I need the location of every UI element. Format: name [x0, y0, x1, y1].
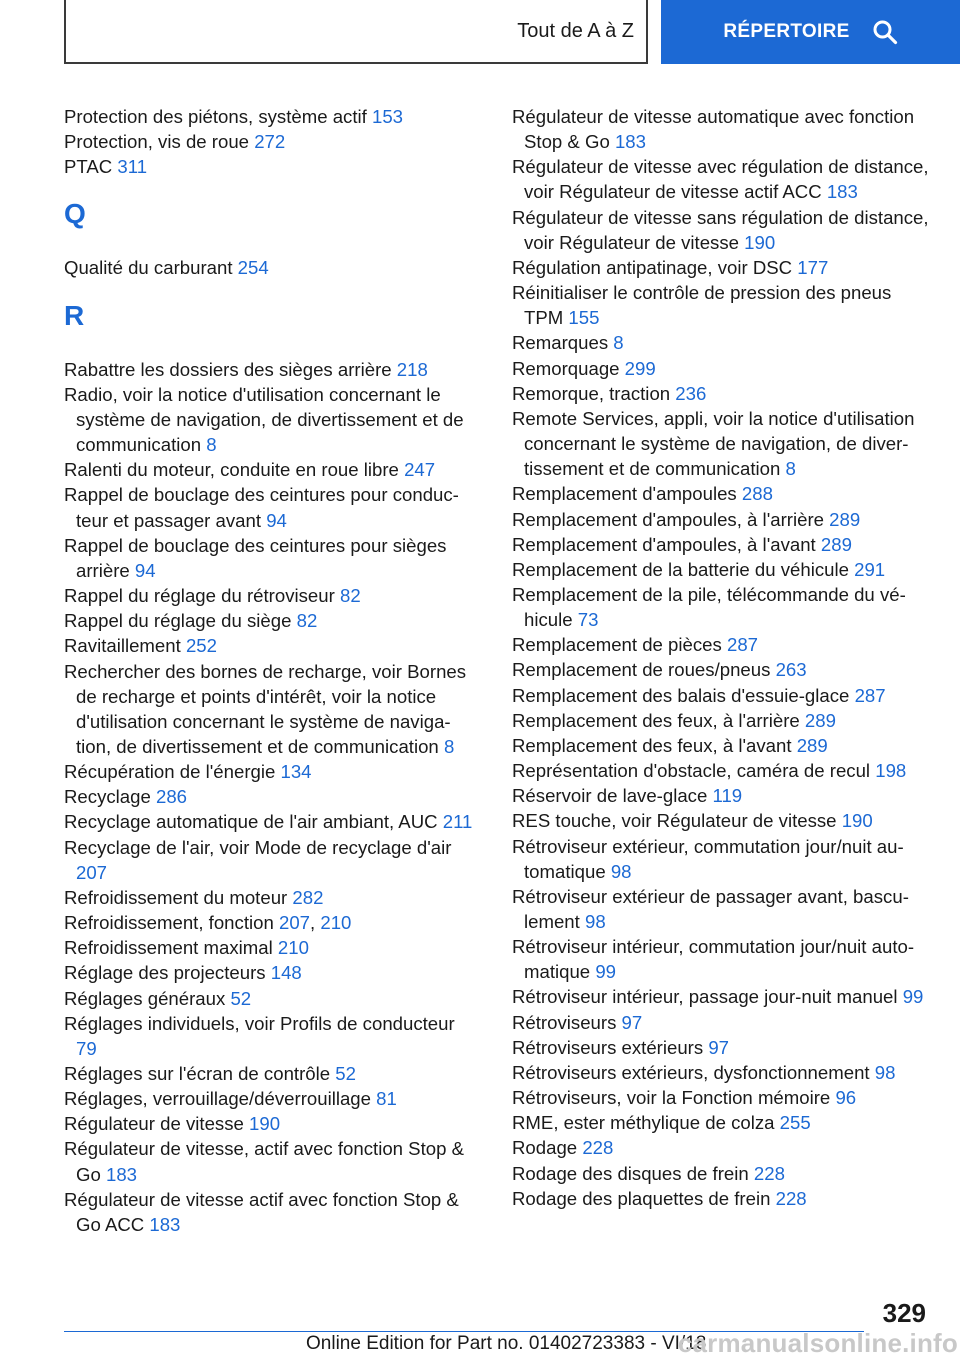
index-entry [64, 1111, 479, 1136]
index-entry [64, 960, 479, 985]
index-entry-text: Remplacement de pièces [512, 634, 722, 656]
index-entry-text: Régulateur de vitesse actif avec fonction Stop & Go ACC [64, 1188, 459, 1235]
index-entry-text: Régulateur de vitesse sans régulation de distance, voir Régulateur de vitesse [512, 206, 929, 253]
watermark-logo: carmanualsonline.info [677, 1328, 958, 1358]
index-entry [512, 481, 932, 506]
page-reference-link[interactable]: 210 [320, 912, 352, 934]
page-reference-link[interactable]: 148 [270, 962, 302, 984]
page-reference-link[interactable]: 228 [775, 1187, 807, 1209]
index-entry-text: Rétroviseurs extérieurs [512, 1036, 704, 1058]
index-entry [512, 255, 932, 280]
page-reference-link[interactable]: 289 [820, 533, 852, 555]
index-entry [64, 482, 479, 532]
page-reference-link[interactable]: 183 [149, 1213, 181, 1235]
index-entry [512, 1035, 932, 1060]
page-reference-link[interactable]: 94 [134, 559, 156, 581]
index-entry-text: Ralenti du moteur, conduite en roue libre [64, 459, 399, 481]
page-reference-link[interactable]: 218 [396, 358, 428, 380]
page-reference-link[interactable]: 299 [624, 357, 656, 379]
index-entry [512, 834, 932, 884]
page-reference-link[interactable]: 210 [277, 937, 309, 959]
index-entry-text: Radio, voir la notice d'utilisation concernant le système de navigation, de divertissement et de communication [64, 383, 464, 456]
index-entry [64, 986, 479, 1011]
index-entry-text: Protection, vis de roue [64, 131, 250, 153]
index-entry-text: Rappel du réglage du siège [64, 610, 292, 632]
index-entry [512, 154, 932, 204]
page-reference-link[interactable]: 287 [854, 684, 886, 706]
page-reference-link[interactable]: 263 [775, 659, 807, 681]
page-reference-link[interactable]: 183 [826, 181, 858, 203]
index-entry [64, 784, 479, 809]
index-entry [64, 255, 479, 280]
index-entry [512, 683, 932, 708]
page-reference-link[interactable]: 177 [797, 256, 829, 278]
index-entry [512, 1085, 932, 1110]
index-letter-heading: Q [64, 198, 86, 230]
index-entry [64, 1136, 479, 1186]
page-reference-link[interactable]: 52 [335, 1063, 356, 1084]
index-entry-text: Remorquage [512, 357, 620, 379]
index-entry-text: Rodage des plaquettes de frein [512, 1187, 771, 1209]
page-reference-link[interactable]: 94 [266, 509, 287, 531]
page-reference-link[interactable]: 52 [230, 987, 252, 1009]
page-reference-link[interactable]: 236 [675, 382, 707, 404]
index-entry [512, 733, 932, 758]
index-entry-text: Réservoir de lave-glace [512, 785, 708, 807]
index-entry-text: Régulateur de vitesse, actif avec fonction Stop & Go [64, 1138, 464, 1185]
index-entry-text: Régulateur de vitesse [64, 1113, 244, 1135]
index-entry-text: Recyclage de l'air, voir Mode de recyclage d'air [64, 836, 452, 858]
index-entry [512, 758, 932, 783]
page-reference-link[interactable]: 272 [254, 131, 286, 153]
page-reference-link[interactable]: 79 [76, 1037, 97, 1059]
index-entry-text: RES touche, voir Régulateur de vitesse [512, 810, 837, 832]
index-entry [512, 1110, 932, 1135]
index-letter-heading: R [64, 299, 85, 331]
index-entry-text: Rodage des disques de frein [512, 1162, 749, 1184]
index-entry-text: Rappel de bouclage des ceintures pour sièges arrière [64, 534, 447, 581]
page-reference-link[interactable]: 289 [829, 508, 861, 530]
page-reference-link[interactable]: 73 [577, 609, 599, 631]
page-reference-link[interactable]: 183 [614, 131, 646, 153]
page-reference-link[interactable]: 99 [902, 986, 924, 1008]
index-entry [512, 632, 932, 657]
index-entry [512, 532, 932, 557]
page-reference-link[interactable]: 134 [280, 761, 312, 783]
page-reference-link[interactable]: 247 [404, 459, 436, 481]
page-reference-link[interactable]: 289 [804, 709, 836, 731]
page-reference-link[interactable]: 153 [371, 106, 404, 127]
index-entry-text: Recyclage [64, 786, 151, 808]
page-reference-link[interactable]: 8 [206, 434, 217, 456]
index-entry-text: Réglage des projecteurs [64, 962, 266, 984]
index-entry [512, 934, 932, 984]
index-entry [64, 633, 479, 658]
index-entry-text: Remplacement des balais d'essuie-glace [512, 684, 850, 706]
index-entry [64, 154, 479, 179]
index-entry-text: Rechercher des bornes de recharge, voir Bornes de recharge et points d'intérêt, voir la notice d'utilisation concernant le système de navigation, de divertissement et de communication [64, 660, 467, 757]
index-entry [64, 1187, 479, 1237]
index-entry [512, 884, 932, 934]
index-entry [64, 659, 479, 760]
page-reference-link[interactable]: 198 [875, 760, 907, 782]
index-entry [512, 205, 932, 255]
page-reference-link[interactable]: 311 [117, 156, 148, 178]
index-entry-text: Recyclage automatique de l'air ambiant, AUC [64, 811, 438, 833]
directory-tab-label: RÉPERTOIRE [723, 21, 850, 42]
index-entry-text: RME, ester méthylique de colza [512, 1112, 775, 1134]
page-reference-link[interactable]: 287 [726, 634, 759, 656]
index-entry [512, 708, 932, 733]
index-entry [64, 608, 479, 633]
index-tab[interactable] [64, 0, 648, 64]
index-entry-text: Rétroviseurs [512, 1011, 617, 1033]
index-column-right [512, 104, 932, 1211]
directory-tab[interactable] [661, 0, 960, 64]
index-entry-text: Refroidissement, fonction [64, 912, 274, 934]
page-reference-link[interactable]: 190 [841, 810, 873, 832]
page-reference-link[interactable]: 96 [835, 1087, 857, 1109]
index-entry-text: Rodage [512, 1137, 578, 1159]
index-entry-text: Qualité du carburant [64, 257, 233, 279]
index-entry-text: Réglages individuels, voir Profils de conducteur [64, 1012, 455, 1034]
index-entry-text: Rétroviseur intérieur, passage jour-nuit manuel [512, 986, 898, 1008]
index-entry-text: Rétroviseurs extérieurs, dysfonctionnement [512, 1061, 870, 1083]
index-entry-text: Remplacement d'ampoules, à l'arrière [512, 508, 824, 530]
page-reference-link[interactable]: 286 [156, 786, 188, 808]
index-entry-text: Réinitialiser le contrôle de pression des pneus TPM [512, 282, 892, 329]
index-entry [64, 835, 479, 885]
search-icon[interactable] [872, 19, 898, 45]
index-entry-text: Refroidissement du moteur [64, 886, 288, 908]
page-reference-link[interactable]: 288 [741, 483, 773, 505]
index-entry-text: Rétroviseur intérieur, commutation jour/nuit automatique [512, 936, 915, 983]
page-reference-link[interactable]: 228 [582, 1137, 614, 1159]
index-entry [512, 657, 932, 682]
index-entry-text: Rétroviseurs, voir la Fonction mémoire [512, 1087, 831, 1109]
page-reference-link[interactable]: 8 [785, 458, 796, 480]
index-entry-text: Représentation d'obstacle, caméra de recul [512, 760, 871, 782]
index-entry-text: Remplacement de la pile, télécommande du véhicule [512, 583, 906, 631]
index-entry-text: Réglages sur l'écran de contrôle [64, 1063, 331, 1084]
index-entry-text: Remplacement des feux, à l'arrière [512, 709, 800, 731]
index-entry-text: Régulateur de vitesse automatique avec fonction Stop & Go [512, 106, 915, 153]
index-entry-text: PTAC [64, 156, 113, 178]
index-entry [64, 533, 479, 583]
index-entry [512, 1161, 932, 1186]
index-entry-text: Remplacement d'ampoules, à l'avant [512, 533, 816, 555]
page-reference-link[interactable]: 190 [744, 231, 776, 253]
page-number: 329 [882, 1298, 926, 1328]
index-entry [512, 582, 932, 632]
index-entry-text: Réglages, verrouillage/déverrouillage [64, 1088, 371, 1110]
index-entry [64, 1011, 479, 1061]
page-reference-link[interactable]: 82 [296, 610, 318, 632]
page-reference-link[interactable]: 8 [443, 735, 455, 757]
edition-footer: Online Edition for Part no. 01402723383 - VI/18 [306, 1333, 707, 1354]
index-entry-text: Rabattre les dossiers des sièges arrière [64, 358, 392, 380]
page-reference-link[interactable]: 98 [584, 911, 606, 932]
index-entry-text: Rappel du réglage du rétroviseur [64, 585, 335, 607]
index-entry-text: Remplacement des feux, à l'avant [512, 734, 792, 756]
page-reference-link[interactable]: 207 [76, 861, 108, 883]
index-entry-text: Remplacement d'ampoules [512, 483, 737, 505]
index-tab-label: Tout de A à Z [517, 19, 634, 42]
index-entry [64, 935, 479, 960]
index-entry [512, 104, 932, 154]
index-entry [512, 557, 932, 582]
index-entry [64, 759, 479, 784]
index-entry [512, 1010, 932, 1035]
index-entry [64, 382, 479, 457]
index-entry-text: Ravitaillement [64, 635, 181, 657]
index-entry-text: Récupération de l'énergie [64, 761, 276, 783]
index-entry-text: Refroidissement maximal [64, 937, 273, 959]
page-reference-link[interactable]: 8 [613, 332, 624, 354]
index-entry [512, 783, 932, 808]
page-reference-link[interactable]: 97 [621, 1011, 643, 1033]
index-entry [64, 1061, 479, 1086]
page-reference-link[interactable]: 82 [339, 585, 361, 607]
page-reference-link[interactable]: 119 [712, 785, 743, 807]
index-entry [512, 356, 932, 381]
index-entry-text: Régulation antipatinage, voir DSC [512, 256, 793, 278]
index-entry-text: Régulateur de vitesse avec régulation de distance, voir Régulateur de vitesse actif ACC [512, 156, 929, 203]
page-reference-link[interactable]: 99 [595, 961, 617, 983]
index-entry [64, 357, 479, 382]
index-entry [512, 984, 932, 1009]
index-entry [512, 330, 932, 355]
index-entry [64, 885, 479, 910]
page-reference-link[interactable]: 97 [708, 1036, 730, 1058]
index-entry [64, 104, 479, 129]
page-reference-link[interactable]: 255 [779, 1112, 811, 1134]
index-entry [512, 1060, 932, 1085]
index-entry-text: Rétroviseur extérieur, commutation jour/nuit automatique [512, 835, 904, 882]
index-entry-text: Remote Services, appli, voir la notice d'utilisation concernant le système de navigation, de divertissement et de communication [512, 407, 915, 480]
page-reference-link[interactable]: 81 [376, 1088, 397, 1110]
index-column-left [64, 104, 479, 1237]
index-entry [64, 129, 479, 154]
page-reference-link[interactable]: 183 [105, 1163, 138, 1185]
index-entry [64, 1086, 479, 1111]
index-entry [512, 1186, 932, 1211]
index-entry [64, 809, 479, 834]
page-reference-link[interactable]: 190 [249, 1113, 281, 1135]
index-entry [512, 1135, 932, 1160]
index-entry-text: Remplacement de la batterie du véhicule [512, 558, 849, 580]
page-reference-link[interactable]: 254 [237, 257, 269, 279]
index-entry: Refroidissement, fonction 207, 210 [64, 912, 352, 934]
index-entry-text: Rappel de bouclage des ceintures pour conducteur et passager avant [64, 484, 459, 531]
index-entry [64, 583, 479, 608]
index-entry [512, 808, 932, 833]
index-entry-text: Réglages généraux [64, 987, 226, 1009]
index-entry-text: Remarques [512, 332, 609, 354]
page-reference-link[interactable]: 228 [753, 1162, 785, 1184]
page-reference-link[interactable]: 98 [874, 1061, 896, 1083]
index-entry [512, 280, 932, 330]
index-entry [512, 381, 932, 406]
page-reference-link[interactable]: 207 [278, 912, 311, 934]
index-entry [512, 507, 932, 532]
page-reference-link[interactable]: 155 [568, 307, 600, 329]
page-reference-link[interactable]: 291 [854, 558, 886, 580]
index-entry [512, 406, 932, 481]
index-entry-text: Remplacement de roues/pneus [512, 659, 771, 681]
page-reference-link[interactable]: 98 [610, 860, 632, 882]
index-entry-text: Rétroviseur extérieur de passager avant, basculement [512, 885, 909, 932]
index-entry-text: Remorque, traction [512, 382, 671, 404]
page-reference-link[interactable]: 289 [796, 734, 828, 756]
page-reference-link[interactable]: 211 [442, 811, 473, 833]
page-reference-link[interactable]: 252 [185, 635, 217, 657]
page-reference-link[interactable]: 282 [292, 886, 324, 908]
index-entry-text: Protection des piétons, système actif [64, 106, 367, 127]
index-entry [64, 457, 479, 482]
